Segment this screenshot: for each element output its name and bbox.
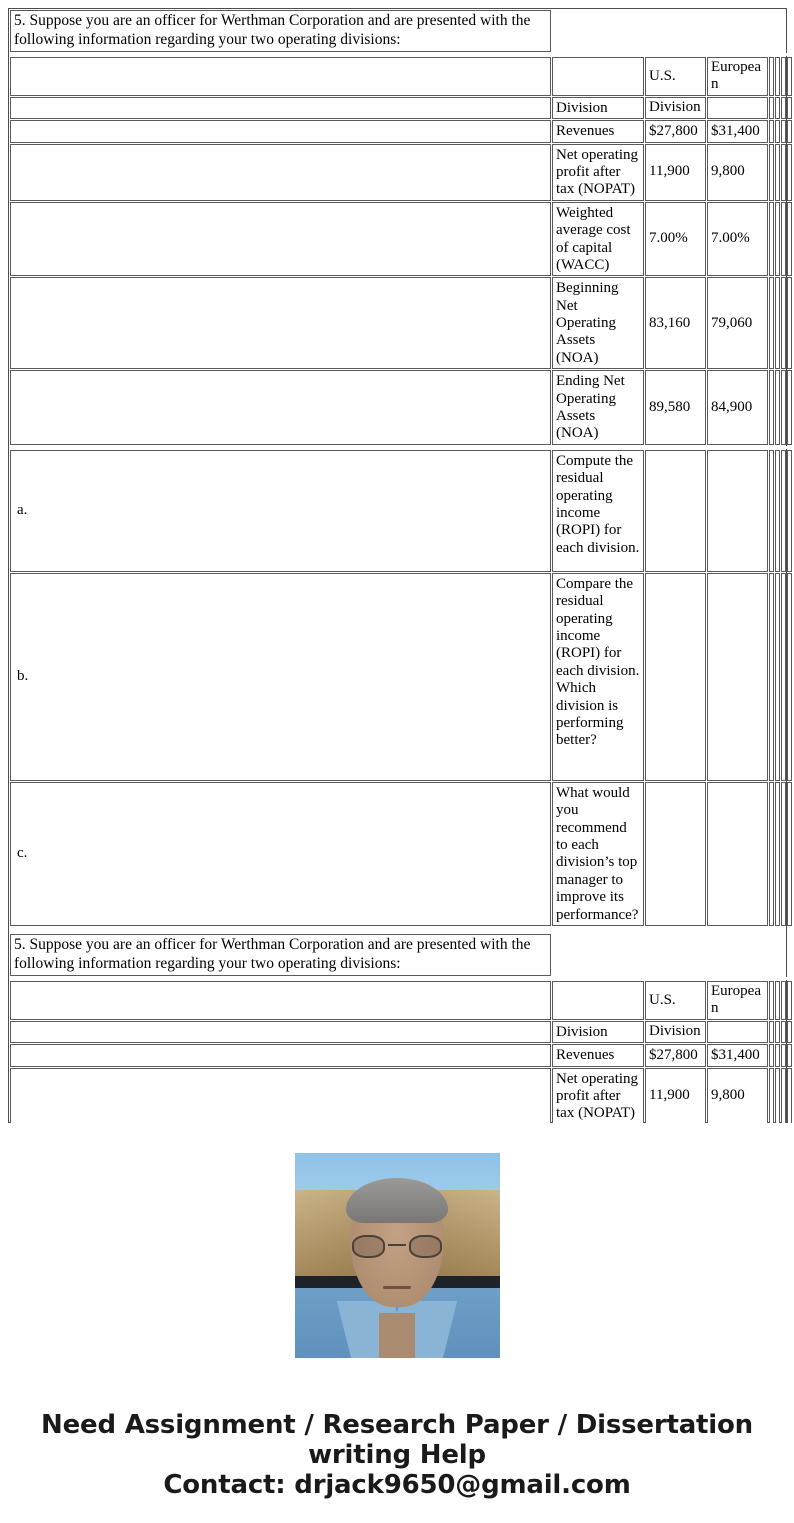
eyeglasses-right-lens-icon <box>409 1235 442 1258</box>
row-value-us: $27,800 <box>645 1044 706 1066</box>
promo-headline-line-2: writing Help <box>308 1440 486 1471</box>
row-value-european: 7.00% <box>707 202 768 277</box>
table-row-question <box>10 782 792 926</box>
header1-wide-blank <box>10 57 551 96</box>
narrow-col-4 <box>787 144 792 201</box>
prompt-filler-n3 <box>781 934 786 976</box>
question-answer-european[interactable] <box>707 450 768 572</box>
narrow-col-3 <box>781 57 786 96</box>
row-value-european: 9,800 <box>707 1068 768 1125</box>
avatar-mouth <box>383 1286 412 1289</box>
narrow-col-2 <box>775 97 780 119</box>
narrow-col-1 <box>769 782 774 926</box>
prompt-filler-label <box>552 10 644 52</box>
row-wide-blank <box>10 202 551 277</box>
prompt-filler-n4 <box>787 934 792 976</box>
row-label: Beginning Net Operating Assets (NOA) <box>552 277 644 369</box>
table-row <box>10 1068 792 1125</box>
prompt-filler-n3 <box>781 10 786 52</box>
prompt-filler-label <box>552 934 644 976</box>
question-answer-us[interactable] <box>645 450 706 572</box>
narrow-col-1 <box>769 97 774 119</box>
prompt-filler-us <box>645 10 706 52</box>
question-text: Compute the residual operating income (ROPI) for each division. <box>552 450 644 572</box>
narrow-col-3 <box>781 450 786 572</box>
table-row-prompt <box>10 934 792 976</box>
narrow-col-4 <box>787 1068 792 1125</box>
narrow-col-2 <box>775 277 780 369</box>
narrow-col-1 <box>769 981 774 1020</box>
table-row <box>10 202 792 277</box>
table-row-header-2 <box>10 1021 792 1043</box>
narrow-col-2 <box>775 202 780 277</box>
promo-contact-line: Contact: drjack9650@gmail.com <box>163 1470 631 1501</box>
narrow-col-2 <box>775 1021 780 1043</box>
row-value-us: 11,900 <box>645 1068 706 1125</box>
prompt-filler-eu <box>707 10 768 52</box>
narrow-col-3 <box>781 277 786 369</box>
narrow-col-3 <box>781 1044 786 1066</box>
question-letter: c. <box>10 782 551 926</box>
narrow-col-4 <box>787 782 792 926</box>
row-value-european: $31,400 <box>707 1044 768 1066</box>
narrow-col-4 <box>787 120 792 142</box>
table-row-question <box>10 450 792 572</box>
row-wide-blank <box>10 120 551 142</box>
document-frame <box>8 8 787 1123</box>
narrow-col-4 <box>787 1021 792 1043</box>
narrow-col-3 <box>781 202 786 277</box>
narrow-col-1 <box>769 1044 774 1066</box>
table-spacer-cell <box>10 977 792 980</box>
header-eu-line2 <box>707 1021 768 1043</box>
row-value-european: 79,060 <box>707 277 768 369</box>
prompt-filler-n1 <box>769 10 774 52</box>
narrow-col-1 <box>769 450 774 572</box>
narrow-col-1 <box>769 1021 774 1043</box>
table-spacer-cell <box>10 446 792 449</box>
header-us-line2: Division <box>645 1021 706 1043</box>
header-us-line1: U.S. <box>645 981 706 1020</box>
narrow-col-1 <box>769 57 774 96</box>
narrow-col-3 <box>781 782 786 926</box>
header2-wide-blank <box>10 97 551 119</box>
avatar-neck <box>379 1313 416 1358</box>
question-answer-us[interactable] <box>645 573 706 781</box>
row-label: Net operating profit after tax (NOPAT) <box>552 144 644 201</box>
header-eu-line2 <box>707 97 768 119</box>
narrow-col-2 <box>775 782 780 926</box>
row-label: Ending Net Operating Assets (NOA) <box>552 370 644 445</box>
narrow-col-4 <box>787 57 792 96</box>
row-value-us: $27,800 <box>645 120 706 142</box>
narrow-col-4 <box>787 573 792 781</box>
narrow-col-2 <box>775 120 780 142</box>
row-value-us: 89,580 <box>645 370 706 445</box>
row-wide-blank <box>10 370 551 445</box>
narrow-col-3 <box>781 120 786 142</box>
table-row <box>10 1044 792 1066</box>
narrow-col-3 <box>781 1021 786 1043</box>
narrow-col-3 <box>781 1068 786 1125</box>
question-answer-european[interactable] <box>707 782 768 926</box>
narrow-col-1 <box>769 277 774 369</box>
header-division-label: Division <box>552 1021 644 1043</box>
narrow-col-3 <box>781 981 786 1020</box>
narrow-col-4 <box>787 202 792 277</box>
row-value-european: 9,800 <box>707 144 768 201</box>
narrow-col-4 <box>787 450 792 572</box>
table-row-header-2 <box>10 97 792 119</box>
eyeglasses-bridge-icon <box>388 1244 406 1246</box>
narrow-col-2 <box>775 450 780 572</box>
row-value-us: 83,160 <box>645 277 706 369</box>
narrow-col-2 <box>775 1068 780 1125</box>
narrow-col-3 <box>781 573 786 781</box>
prompt-filler-n2 <box>775 10 780 52</box>
row-label: Revenues <box>552 1044 644 1066</box>
prompt-filler-n2 <box>775 934 780 976</box>
narrow-col-2 <box>775 144 780 201</box>
narrow-col-3 <box>781 144 786 201</box>
question-text: Compare the residual operating income (ROPI) for each division. Which division is performing better? <box>552 573 644 781</box>
narrow-col-1 <box>769 1068 774 1125</box>
table-spacer <box>10 53 792 56</box>
prompt-filler-n4 <box>787 10 792 52</box>
header-eu-line1: European <box>707 981 768 1020</box>
promo-headline-line-1: Need Assignment / Research Paper / Dissertation <box>41 1410 753 1440</box>
table-row <box>10 120 792 142</box>
table-row-header-1 <box>10 57 792 96</box>
avatar <box>295 1153 500 1358</box>
header-eu-line1: European <box>707 57 768 96</box>
header1-label-blank <box>552 981 644 1020</box>
table-row-question <box>10 573 792 781</box>
narrow-col-3 <box>781 370 786 445</box>
row-wide-blank <box>10 1044 551 1066</box>
row-label: Weighted average cost of capital (WACC) <box>552 202 644 277</box>
narrow-col-1 <box>769 202 774 277</box>
question-answer-us[interactable] <box>645 782 706 926</box>
eyeglasses-left-lens-icon <box>352 1235 385 1258</box>
worksheet-table-primary <box>9 9 793 927</box>
table-row <box>10 144 792 201</box>
narrow-col-4 <box>787 1044 792 1066</box>
narrow-col-2 <box>775 370 780 445</box>
header-us-line1: U.S. <box>645 57 706 96</box>
prompt-filler-eu <box>707 934 768 976</box>
narrow-col-2 <box>775 57 780 96</box>
table-row <box>10 277 792 369</box>
narrow-col-4 <box>787 370 792 445</box>
question-prompt: 5. Suppose you are an officer for Werthman Corporation and are presented with the following information regarding your two operating divisions: <box>10 10 551 52</box>
row-label: Revenues <box>552 120 644 142</box>
row-wide-blank <box>10 1068 551 1125</box>
row-wide-blank <box>10 277 551 369</box>
header1-label-blank <box>552 57 644 96</box>
header1-wide-blank <box>10 981 551 1020</box>
narrow-col-2 <box>775 981 780 1020</box>
prompt-filler-us <box>645 934 706 976</box>
promo-section <box>0 1123 794 1523</box>
question-letter: a. <box>10 450 551 572</box>
row-value-us: 7.00% <box>645 202 706 277</box>
table-row-prompt <box>10 10 792 52</box>
table-row <box>10 370 792 445</box>
row-label: Net operating profit after tax (NOPAT) <box>552 1068 644 1125</box>
header-us-line2: Division <box>645 97 706 119</box>
table-spacer <box>10 446 792 449</box>
header-division-label: Division <box>552 97 644 119</box>
narrow-col-2 <box>775 1044 780 1066</box>
question-prompt: 5. Suppose you are an officer for Werthman Corporation and are presented with the following information regarding your two operating divisions: <box>10 934 551 976</box>
row-value-european: 84,900 <box>707 370 768 445</box>
narrow-col-1 <box>769 573 774 781</box>
question-letter: b. <box>10 573 551 781</box>
table-row-header-1 <box>10 981 792 1020</box>
narrow-col-4 <box>787 981 792 1020</box>
table-spacer-cell <box>10 53 792 56</box>
narrow-col-3 <box>781 97 786 119</box>
narrow-col-1 <box>769 370 774 445</box>
row-value-us: 11,900 <box>645 144 706 201</box>
narrow-col-1 <box>769 144 774 201</box>
narrow-col-4 <box>787 277 792 369</box>
prompt-filler-n1 <box>769 934 774 976</box>
narrow-col-2 <box>775 573 780 781</box>
header2-wide-blank <box>10 1021 551 1043</box>
table-spacer <box>10 977 792 980</box>
row-value-european: $31,400 <box>707 120 768 142</box>
question-text: What would you recommend to each division’s top manager to improve its performance? <box>552 782 644 926</box>
question-answer-european[interactable] <box>707 573 768 781</box>
narrow-col-1 <box>769 120 774 142</box>
narrow-col-4 <box>787 97 792 119</box>
row-wide-blank <box>10 144 551 201</box>
